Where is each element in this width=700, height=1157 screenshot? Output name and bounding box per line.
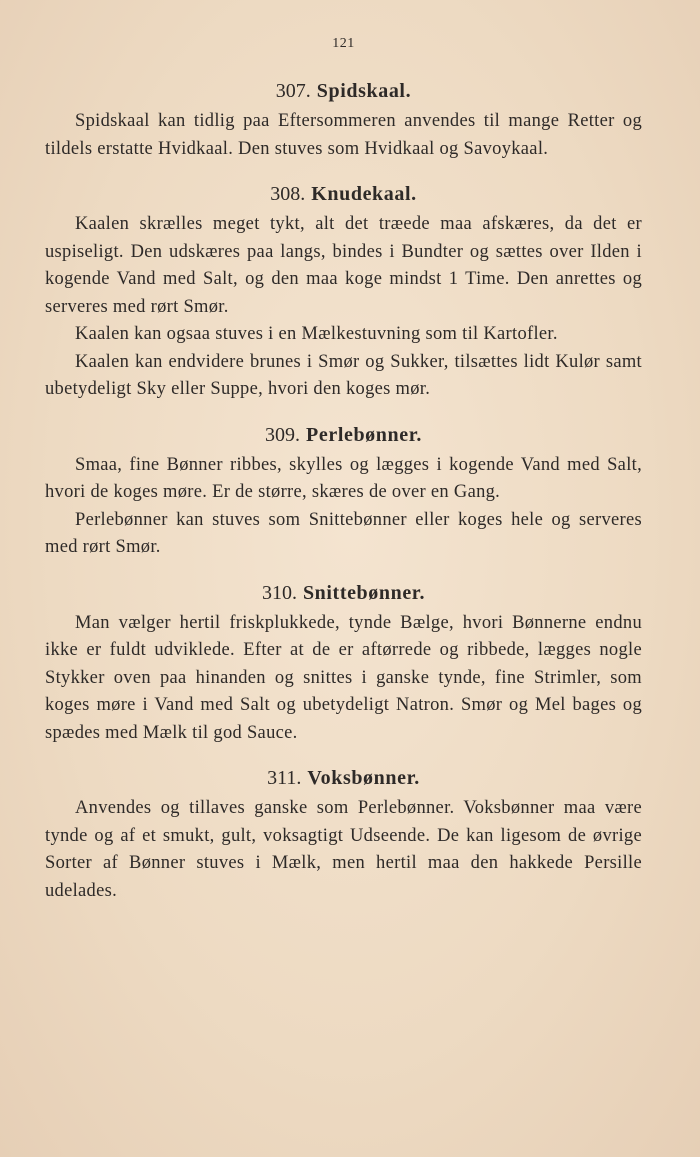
recipe-307 [45, 78, 642, 163]
recipe-308 [45, 181, 642, 404]
recipe-paragraph: Kaalen skrælles meget tykt, alt det træede maa afskæres, da det er uspiseligt. Den udskæres paa langs, bindes i Bundter og sættes over Ilden i kogende Vand med Salt, og den maa koge mindst 1 Time. Den anrettes og serveres med rørt Smør. [45, 214, 642, 317]
recipe-heading [45, 765, 642, 791]
recipe-number: 311. [267, 767, 302, 789]
recipe-title: Spidskaal. [316, 80, 412, 102]
recipe-heading [45, 580, 642, 606]
recipe-number: 310. [261, 581, 297, 604]
recipe-310 [45, 580, 642, 748]
recipe-heading [45, 78, 642, 104]
recipe-heading [45, 422, 642, 448]
recipe-title: Snittebønner. [302, 581, 426, 604]
recipe-title: Knudekaal. [311, 183, 417, 205]
recipe-311 [45, 765, 642, 905]
recipe-heading [45, 181, 642, 207]
recipe-paragraph: Spidskaal kan tidlig paa Eftersommeren anvendes til mange Retter og tildels erstatte Hvidkaal. Den stuves som Hvidkaal og Savoykaal. [45, 111, 642, 159]
page-number: 121 [332, 36, 355, 51]
recipe-number: 307. [275, 80, 311, 102]
recipe-number: 309. [265, 423, 301, 446]
recipe-title: Perlebønner. [306, 423, 422, 446]
recipe-paragraph: Kaalen kan ogsaa stuves i en Mælkestuvning som til Kartofler. [75, 324, 558, 344]
recipe-309 [45, 422, 642, 562]
recipe-paragraph: Kaalen kan endvidere brunes i Smør og Sukker, tilsættes lidt Kulør samt ubetydeligt Sky eller Suppe, hvori den koges mør. [45, 351, 642, 399]
recipe-number: 308. [270, 183, 306, 205]
recipe-paragraph: Anvendes og tillaves ganske som Perlebønner. Voksbønner maa være tynde og af et smukt, gult, voksagtigt Udseende. De kan ligesom de øvrige Sorter af Bønner stuves i Mælk, men hertil maa den hakkede Persille udelades. [45, 798, 642, 901]
recipe-title: Voksbønner. [307, 767, 420, 789]
recipe-paragraph: Perlebønner kan stuves som Snittebønner eller koges hele og serveres med rørt Smør. [45, 509, 642, 557]
recipe-paragraph: Smaa, fine Bønner ribbes, skylles og lægges i kogende Vand med Salt, hvori de koges møre. Er de større, skæres de over en Gang. [45, 454, 642, 502]
recipe-paragraph: Man vælger hertil friskplukkede, tynde Bælge, hvori Bønnerne endnu ikke er fuldt udviklede. Efter at de er aftørrede og ribbede, lægges nogle Stykker oven paa hinanden og snittes i ganske tynde, fine Strimler, som koges møre i Vand med Salt og ubetydeligt Natron. Smør og Mel bages og spædes med Mælk til god Sauce. [45, 612, 642, 743]
